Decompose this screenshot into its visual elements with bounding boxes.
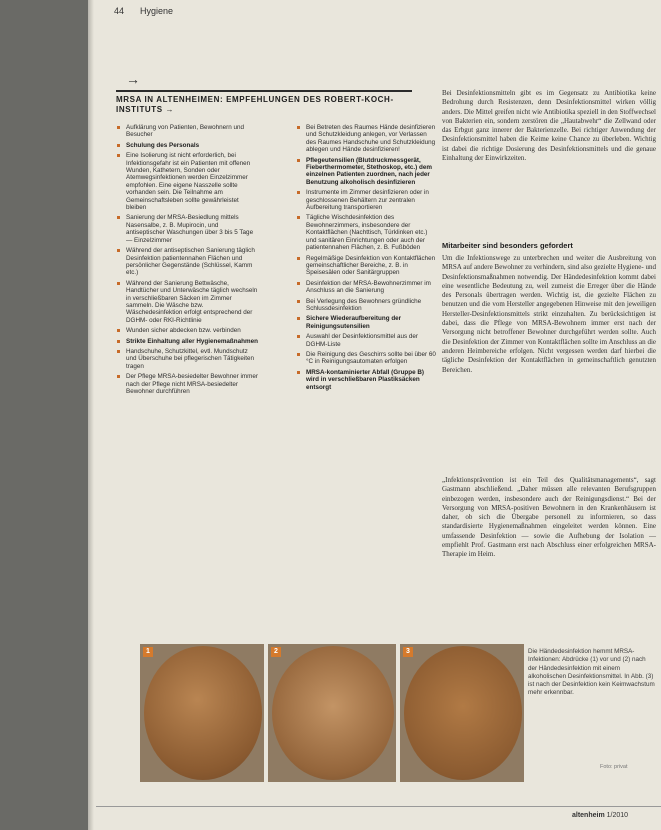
magazine-name: altenheim [572,812,605,819]
photo-caption: Die Händedesinfektion hemmt MRSA-Infektionen: Abdrücke (1) vor und (2) nach der Händedesinfektion mit einem alkoholischen Desinfektionsmittel. In Abb. (3) ist nach der Desinfektion kein Keimwachstum mehr erkennbar. [528,648,655,697]
petri-dish-photo-3 [400,644,524,782]
petri-dish-3-image [404,646,522,780]
recommendation-item: Wunden sicher abdecken bzw. verbinden [116,327,258,334]
box-arrow-icon: → [126,71,140,87]
recommendation-item: Schulung des Personals [116,142,258,149]
recommendation-item: Eine Isolierung ist nicht erforderlich, bei Infektionsgefahr ist ein Patienten mit offenen Wunden, Kathetern, Sonden oder Atemwegsinfektionen werden Einzelzimmer empfohlen. Eine eigene Nasszelle sollte vorhanden sein. Die Teilnahme am Gemeinschaftsleben sollte gewährleistet bleiben [116,152,258,211]
recommendation-item: Bei Betreten des Raumes Hände desinfizieren und Schutzkleidung anlegen, vor Verlassen des Raumes Handschuhe und Schutzkleidung ablegen und Hände desinfizieren! [296,124,438,154]
recommendation-item: Handschuhe, Schutzkittel, evtl. Mundschutz und Überschuhe bei pflegerischen Tätigkeiten tragen [116,348,258,370]
recommendation-item: Während der Sanierung Bettwäsche, Handtücher und Unterwäsche täglich wechseln in verschließbaren Säcken im Zimmer sammeln. Die Wäsche bzw. Wäschedesinfektion erfolgt entsprechend der DGHM- oder RKI-Richtlinie [116,280,258,324]
photo-number-1: 1 [143,647,153,657]
photo-number-2: 2 [271,647,281,657]
page-spine-shadow [88,0,94,830]
issue-number: 1/2010 [606,812,629,819]
photo-credit: Foto: privat [600,764,628,770]
page-number: 44 [114,6,125,16]
recommendation-item: Auswahl der Desinfektionsmittel aus der DGHM-Liste [296,333,438,348]
recommendation-item: Während der antiseptischen Sanierung täglich Desinfektion patientennahen Flächen und persönlicher Gegenstände (Schlüssel, Kamm etc.) [116,247,258,277]
recommendation-item: Bei Verlegung des Bewohners gründliche Schlussdesinfektion [296,298,438,313]
running-head: Hygiene [140,6,174,16]
photo-number-3: 3 [403,647,413,657]
recommendation-item: Strikte Einhaltung aller Hygienemaßnahmen [116,338,258,345]
petri-dish-2-image [272,646,394,780]
recommendation-item: Regelmäßige Desinfektion von Kontaktflächen gemeinschaftlicher Bereiche, z. B. in Speisesälen oder Sanitärgruppen [296,255,438,277]
recommendation-item: Sanierung der MRSA-Besiedlung mittels Nasensalbe, z. B. Mupirocin, und antiseptischer Waschungen über 3 bis 5 Tage — Einzelzimmer [116,214,258,244]
article-subhead: Mitarbeiter sind besonders gefordert [442,241,573,250]
article-paragraph-3: „Infektionsprävention ist ein Teil des Qualitätsmanagements“, sagt Gastmann abschließend. „Daher müssen alle relevanten Berufsgruppen einbezogen werden, insbesondere auch der Reinigungsdienst.“ Bei der Versorgung von MRSA-positiven Bewohnern in den Krankenhäusern ist daher, ob sich die Übergabe personell zu informieren, so dass standardisierte Hygienemaßnahmen eingeleitet werden können. Eine umfassende Desinfektion — sowie die Aufhebung der Isolation — empfiehlt Prof. Gastmann erst nach Abschluss einer erfolgreichen MRSA-Therapie im Heim. [442,476,656,559]
recommendation-item: MRSA-kontaminierter Abfall (Gruppe B) wird in verschließbaren Plastiksäcken entsorgt [296,369,438,391]
recommendations-left-column [116,124,258,398]
recommendation-item: Aufklärung von Patienten, Bewohnern und Besucher [116,124,258,139]
recommendation-item: Der Pflege MRSA-besiedelter Bewohner immer nach der Pflege nicht MRSA-besiedelter Bewohner durchführen [116,373,258,395]
page-footer [572,812,628,819]
recommendation-item: Tägliche Wischdesinfektion des Bewohnerzimmers, insbesondere der Kontaktflächen (Nachttisch, Türklinken etc.) und sanitären Einrichtungen oder auch der patientennahen Flächen, z. B. Fußböden [296,214,438,251]
petri-dish-photo-1 [140,644,264,782]
recommendation-item: Die Reinigung des Geschirrs sollte bei über 60 °C in Reinigungsautomaten erfolgen [296,351,438,366]
petri-dish-1-image [144,646,262,780]
article-paragraph-1: Bei Desinfektionsmitteln gibt es im Gegensatz zu Antibiotika keine Bedrohung durch Resistenzen, denn Desinfektionsmittel wirken völlig anders. Die Mittel greifen nicht wie Antibiotika speziell in den Stoffwechsel von Bakterien ein, sondern zerstören die „Hautabwehr“ die Zellwand oder das Erbgut ganz innerer der Bakterienzelle. Bei richtiger Anwendung der Desinfektionsmittel haben die Keime keine Chance zu überleben. Wichtig ist dabei die richtige Dosierung des Desinfektionsmittels und die genaue Einhaltung der Einwirkzeiten. [442,89,656,163]
recommendation-item: Pflegeutensilien (Blutdruckmessgerät, Fieberthermometer, Stethoskop, etc.) dem einzelnen Patienten zuordnen, nach jeder Benutzung alkoholisch desinfizieren [296,157,438,187]
recommendation-item: Instrumente im Zimmer desinfizieren oder in geschlossenen Behältern zur zentralen Aufbereitung transportieren [296,189,438,211]
article-paragraph-2: Um die Infektionswege zu unterbrechen und weiter die Ausbreitung von MRSA auf andere Bewohner zu verhindern, sind also gezielte Hygiene- und Desinfektionsmaßnahmen notwendig. Der Händedesinfektion kommt dabei eine wesentliche Bedeutung zu, weil zumeist die Erreger über die Hände des Personals übertragen werden. Wichtig ist, die gezielte Flächen zu benutzen und die vom Hersteller angegebenen Hinweise mit den jeweiligen Hersteller-Desinfektionsmittels strikt einzuhalten. Zu berücksichtigen ist dabei, dass die Pflege von MRSA-Bewohnern immer erst nach der Versorgung nicht betroffener Bewohner durchgeführt werden sollte. Auch die Desinfektion der Zimmer von Kontaktflächen sollte im Anschluss an die anderen Heimbereiche erfolgen. Nicht vergessen werden darf hierbei die tägliche Desinfektion der Kontaktflächen in gemeinschaftlich genutzten Bereichen. [442,254,656,374]
recommendation-item: Desinfektion der MRSA-Bewohnerzimmer im Anschluss an die Sanierung [296,280,438,295]
footer-rule [96,806,661,807]
recommendation-item: Sichere Wiederaufbereitung der Reinigungsutensilien [296,315,438,330]
recommendations-right-column [296,124,438,394]
petri-dish-photo-2 [268,644,396,782]
box-title: MRSA IN ALTENHEIMEN: EMPFEHLUNGEN DES ROBERT-KOCH-INSTITUTS → [116,90,412,115]
